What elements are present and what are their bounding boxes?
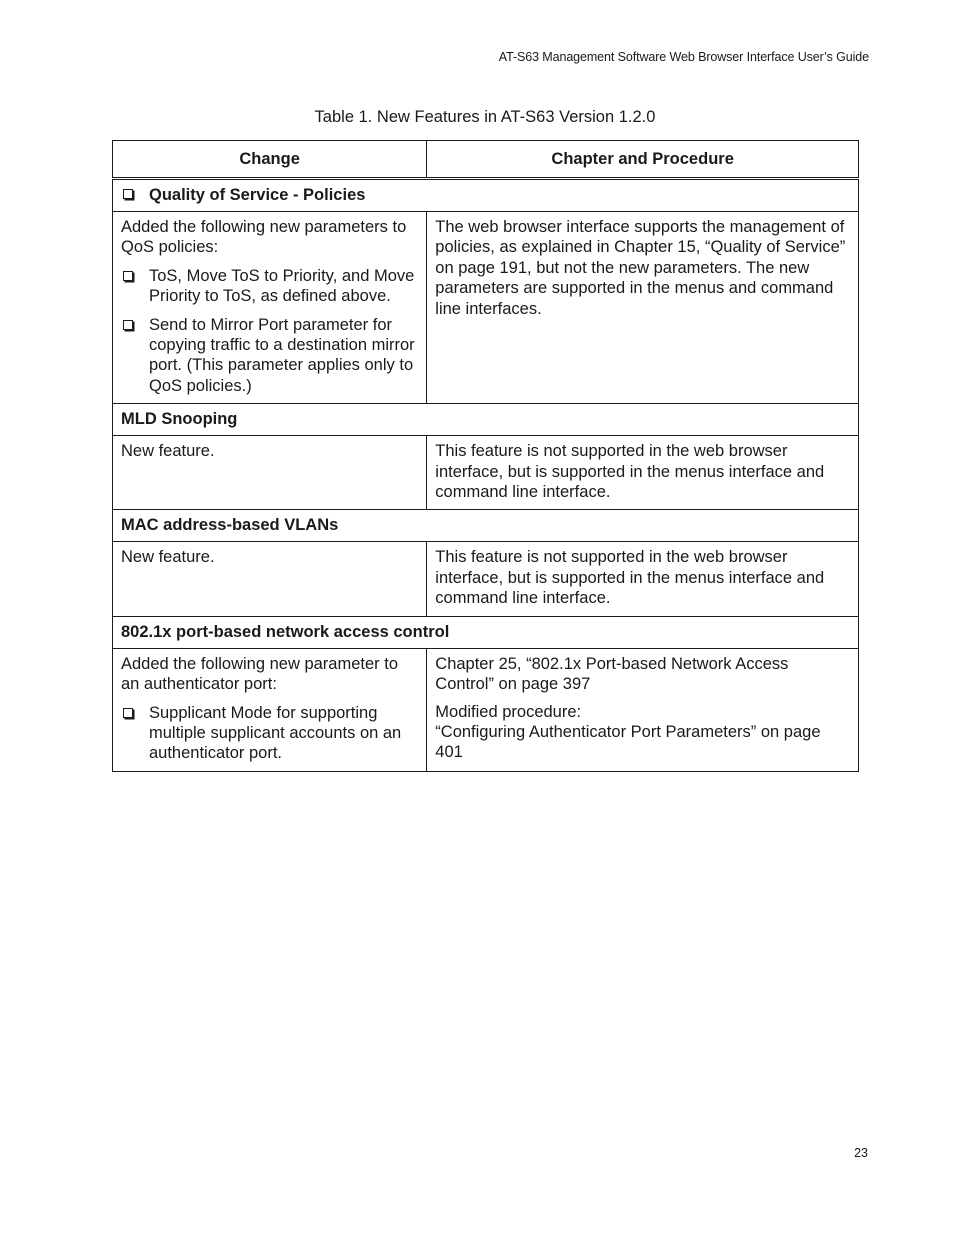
procedure-reference: “Configuring Authenticator Port Parameters” on page 401	[435, 722, 821, 762]
section-title: MLD Snooping	[113, 404, 859, 436]
section-title: MAC address-based VLANs	[113, 510, 859, 542]
modified-procedure-label: Modified procedure:	[435, 702, 582, 721]
chapter-paragraph: This feature is not supported in the web browser interface, but is supported in the menus interface and command line interface.	[435, 548, 825, 608]
table-row	[113, 542, 859, 616]
section-title-cell	[113, 179, 859, 212]
section-title: 802.1x port-based network access control	[113, 616, 859, 648]
change-bullet-list	[121, 266, 418, 396]
column-header-change: Change	[113, 141, 427, 179]
chapter-cell	[427, 648, 859, 771]
change-bullet-list	[121, 703, 418, 764]
table-row	[113, 212, 859, 404]
section-row	[113, 616, 859, 648]
chapter-cell	[427, 436, 859, 510]
bullet-text: ToS, Move ToS to Priority, and Move Priority to ToS, as defined above.	[149, 266, 415, 306]
bullet-text: Send to Mirror Port parameter for copying traffic to a destination mirror port. (This parameter applies only to QoS policies.)	[149, 315, 415, 395]
change-intro: Added the following new parameter to an authenticator port:	[121, 654, 399, 694]
change-intro: Added the following new parameters to QoS policies:	[121, 218, 407, 257]
change-intro: New feature.	[121, 442, 215, 461]
change-cell	[113, 212, 427, 404]
column-header-chapter: Chapter and Procedure	[427, 141, 859, 179]
table-header-row	[113, 141, 859, 179]
change-cell	[113, 648, 427, 771]
chapter-paragraph: The web browser interface supports the management of policies, as explained in Chapter 15, “Quality of Service” on page 191, but not the new parameters. The new parameters are supported in the menus and command line interfaces.	[435, 218, 846, 318]
checkbox-bullet-icon	[123, 320, 133, 330]
list-item	[121, 703, 418, 764]
list-item	[121, 315, 418, 397]
chapter-paragraph: Chapter 25, “802.1x Port-based Network Access Control” on page 397	[435, 654, 789, 694]
section-row	[113, 510, 859, 542]
section-row	[113, 179, 859, 212]
page-number: 23	[854, 1146, 868, 1160]
table-row	[113, 436, 859, 510]
table-caption: Table 1. New Features in AT-S63 Version 1.2.0	[314, 108, 656, 126]
checkbox-bullet-icon	[123, 708, 133, 718]
section-title: Quality of Service - Policies	[149, 186, 366, 204]
running-header: AT-S63 Management Software Web Browser Interface User’s Guide	[498, 50, 869, 64]
checkbox-bullet-icon	[123, 189, 133, 199]
chapter-cell	[427, 212, 859, 404]
chapter-paragraph: This feature is not supported in the web browser interface, but is supported in the menus interface and command line interface.	[435, 442, 825, 502]
change-cell	[113, 542, 427, 616]
features-table	[112, 140, 859, 772]
bullet-text: Supplicant Mode for supporting multiple supplicant accounts on an authenticator port.	[149, 703, 402, 763]
chapter-paragraph	[435, 702, 850, 763]
table-row	[113, 648, 859, 771]
checkbox-bullet-icon	[123, 271, 133, 281]
list-item	[121, 266, 418, 307]
section-row	[113, 404, 859, 436]
chapter-cell	[427, 542, 859, 616]
change-intro: New feature.	[121, 548, 215, 567]
change-cell	[113, 436, 427, 510]
